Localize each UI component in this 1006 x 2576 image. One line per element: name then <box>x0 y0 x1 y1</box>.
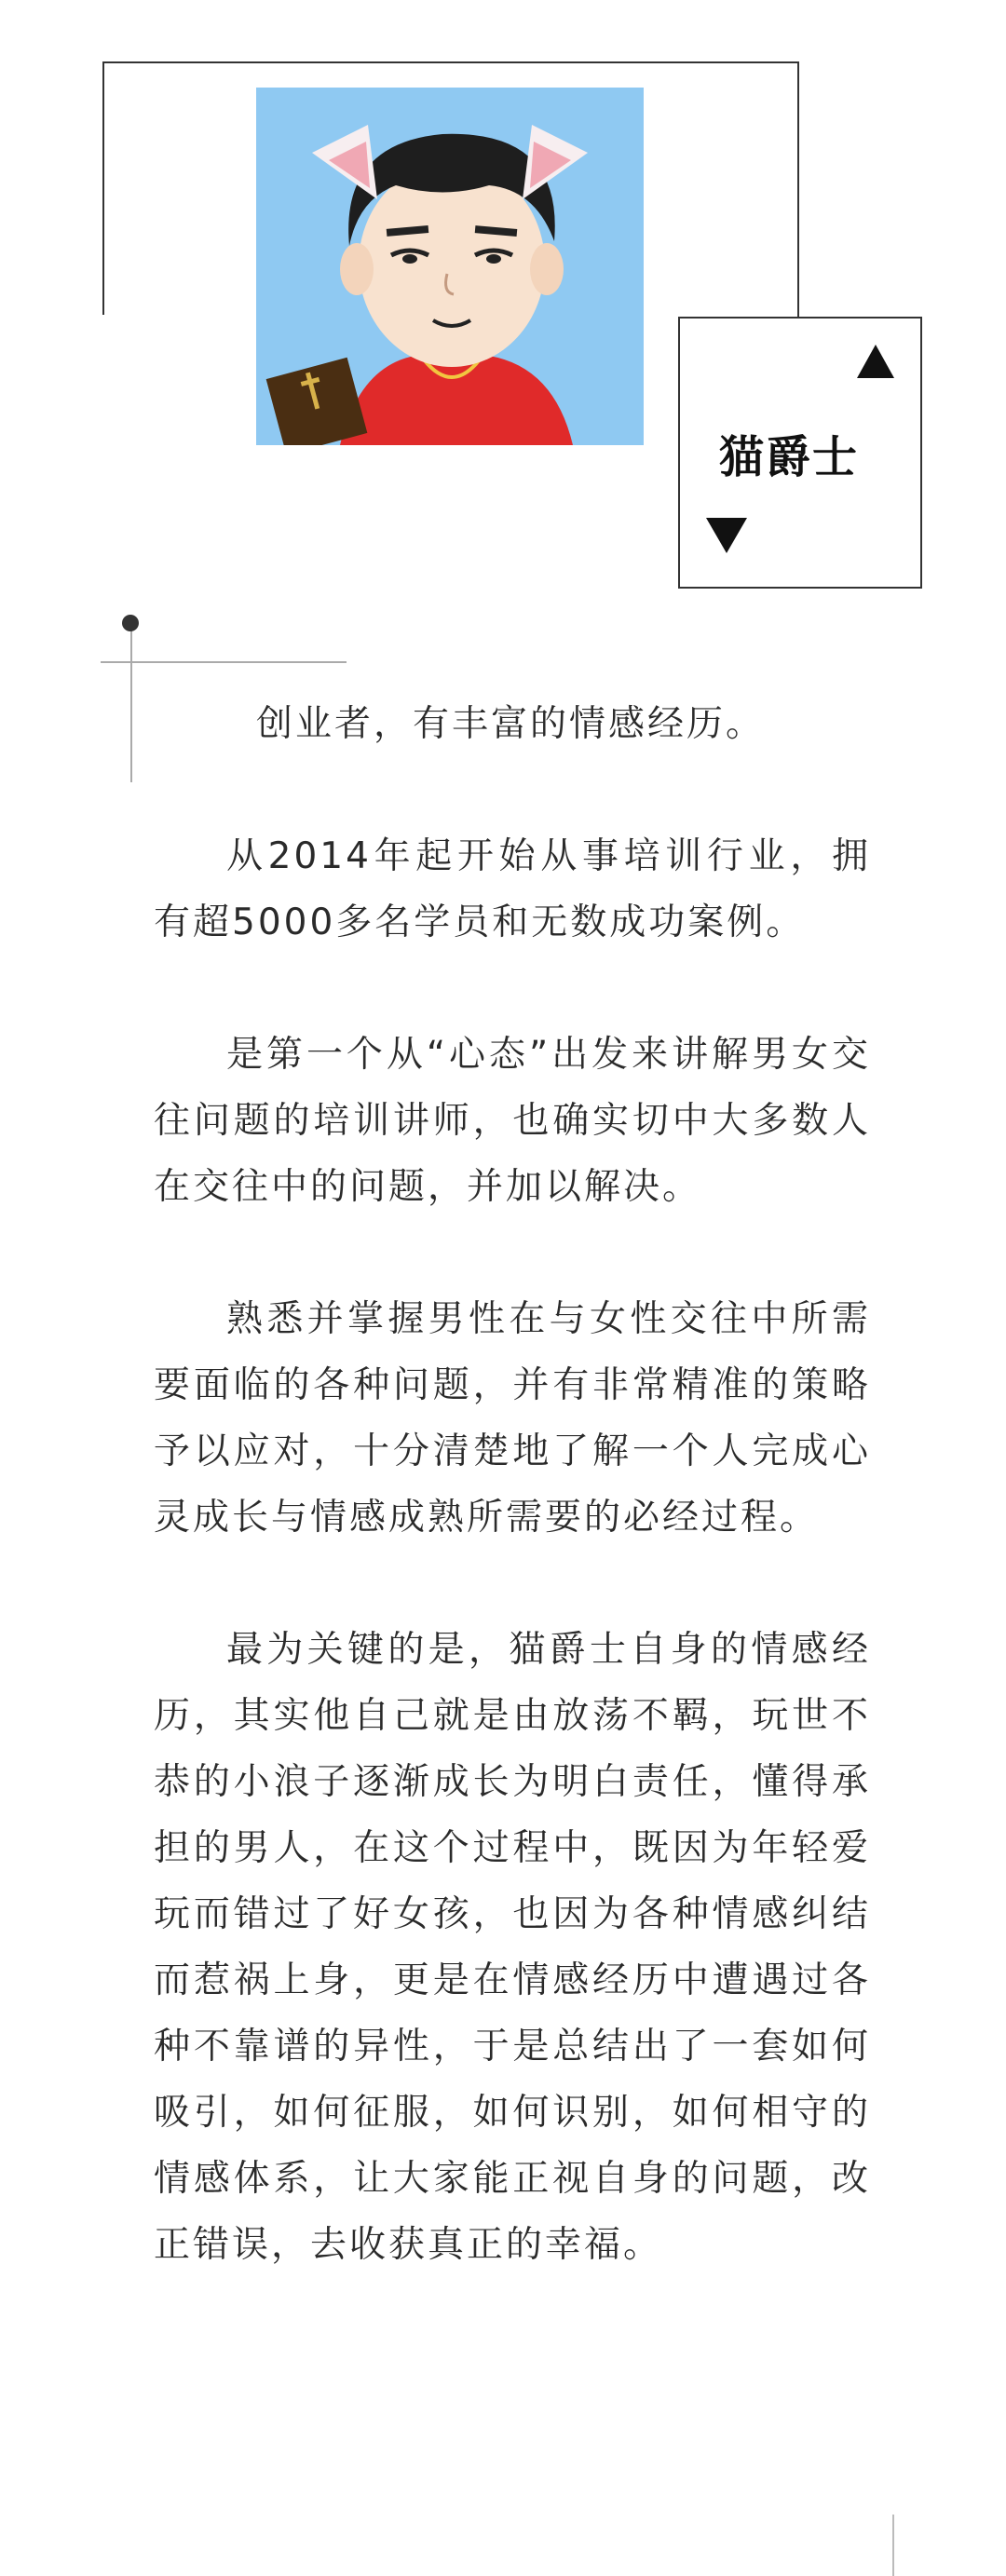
name-card <box>678 317 922 589</box>
bio-paragraph-5: 最为关键的是，猫爵士自身的情感经历，其实他自己就是由放荡不羁，玩世不恭的小浪子逐渐成长为明白责任，懂得承担的男人，在这个过程中，既因为年轻爱玩而错过了好女孩，也因为各种情感纠结而惹祸上身，更是在情感经历中遭遇过各种不靠谱的异性，于是总结出了一套如何吸引，如何征服，如何识别，如何相守的情感体系，让大家能正视自身的问题，改正错误，去收获真正的幸福。 <box>154 1629 871 2266</box>
bio-paragraph-2: 从2014年起开始从事培训行业，拥有超5000多名学员和无数成功案例。 <box>154 835 871 943</box>
decor-bottom-line <box>892 2515 894 2576</box>
bio-paragraph-4: 熟悉并掌握男性在与女性交往中所需要面临的各种问题，并有非常精准的策略予以应对，十分清楚地了解一个人完成心灵成长与情感成熟所需要的必经过程。 <box>154 1298 871 1539</box>
decor-cross-dot <box>122 615 139 631</box>
triangle-up-icon <box>857 345 894 378</box>
avatar <box>256 88 644 445</box>
decor-cross-horizontal <box>101 661 347 663</box>
bio-paragraph-3: 是第一个从“心态”出发来讲解男女交往问题的培训讲师，也确实切中大多数人在交往中的问题，并加以解决。 <box>154 1034 871 1208</box>
header-frame-left <box>102 61 104 315</box>
profile-name: 猫爵士 <box>719 431 860 483</box>
triangle-down-icon <box>706 518 747 553</box>
decor-cross-vertical <box>130 622 132 782</box>
header-frame-top <box>102 61 799 63</box>
header-frame-right <box>797 61 799 318</box>
bio-paragraph-1: 创业者，有丰富的情感经历。 <box>256 703 766 745</box>
bio-content <box>154 691 871 2344</box>
